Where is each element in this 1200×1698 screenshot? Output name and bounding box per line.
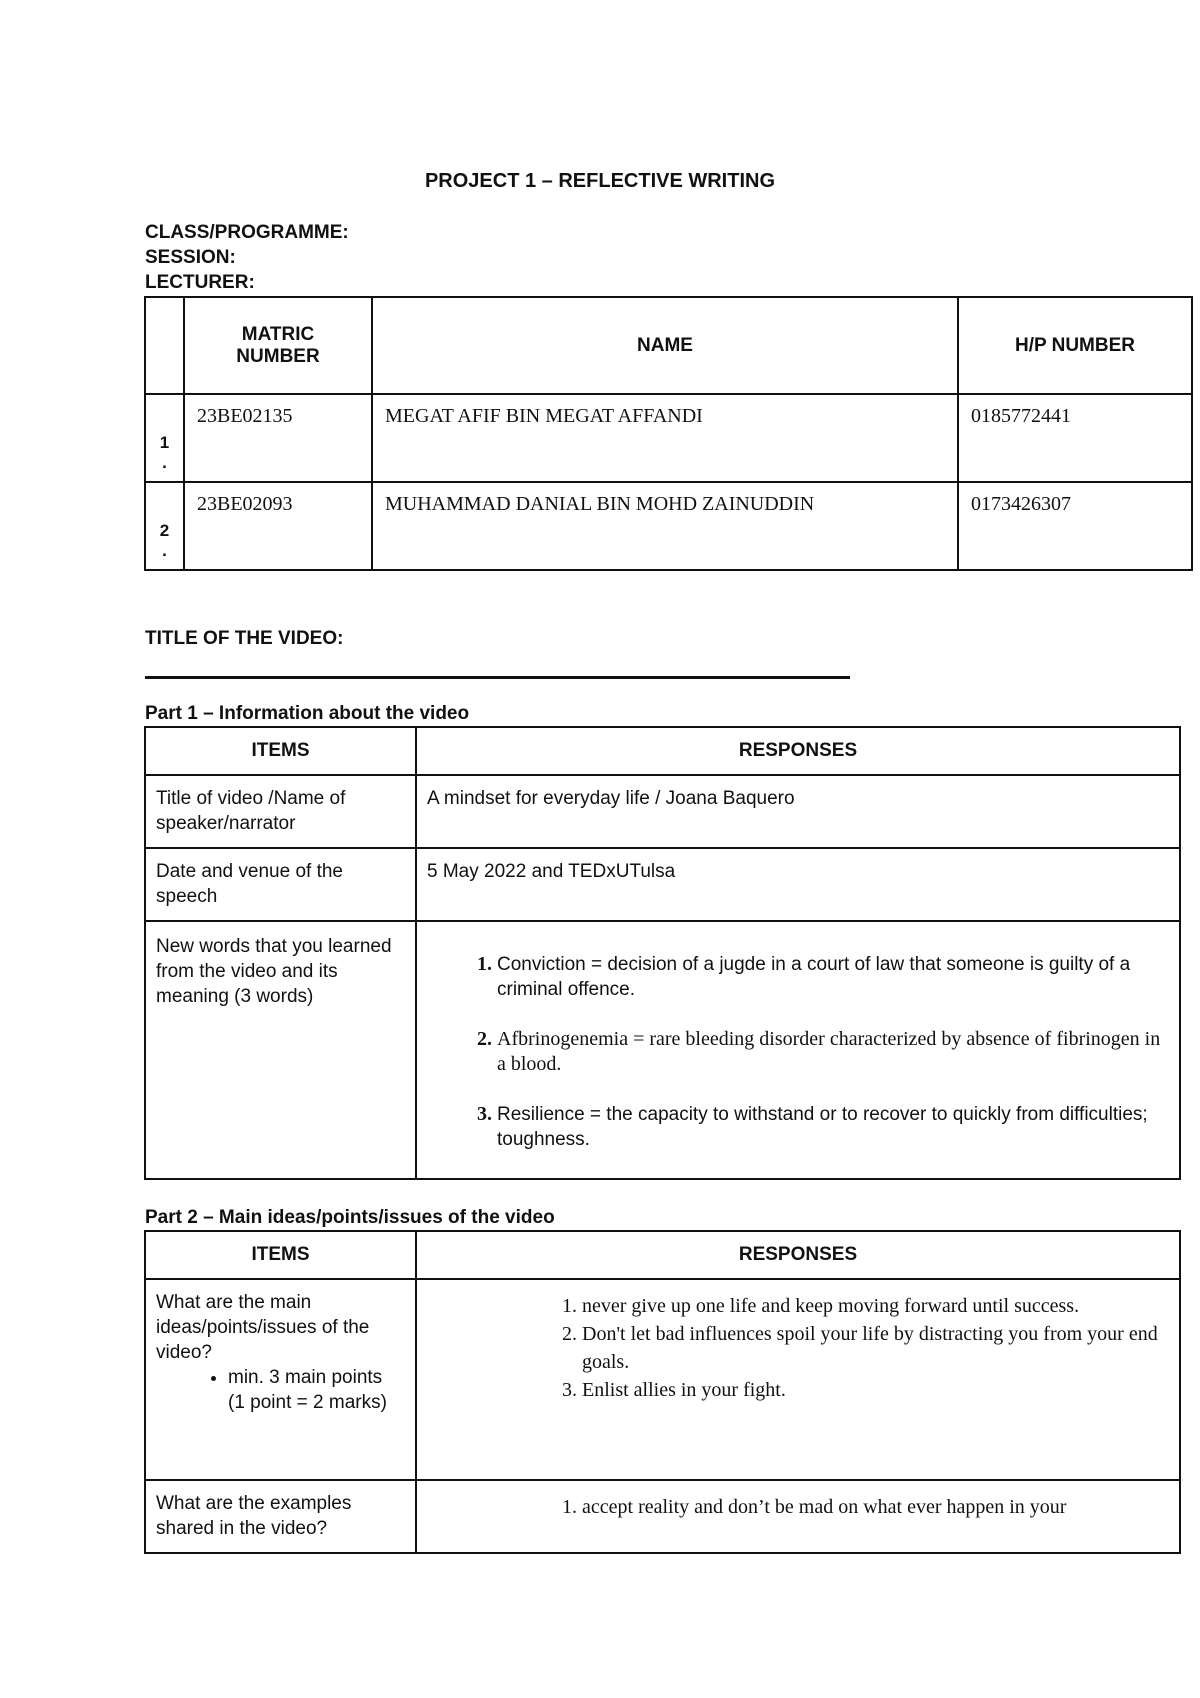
students-header-row [145, 297, 1192, 394]
page-title: PROJECT 1 – REFLECTIVE WRITING [424, 170, 776, 192]
lecturer-label: LECTURER: [145, 272, 255, 293]
matric-number: 23BE02093 [184, 482, 372, 570]
list-item: 2. Don't let bad influences spoil your life by distracting you from your end goals. [582, 1320, 1169, 1376]
list-item: 1. Conviction = decision of a jugde in a court of law that someone is guilty of a criminal offence. [497, 952, 1169, 1002]
item-cell: Title of video /Name of speaker/narrator [145, 775, 416, 848]
examples-list [427, 1493, 1169, 1521]
main-points-list [427, 1292, 1169, 1404]
col-header-phone: H/P NUMBER [958, 297, 1192, 394]
response-cell [416, 921, 1180, 1179]
list-item: 1. never give up one life and keep moving forward until success. [582, 1292, 1169, 1320]
criteria-list [156, 1365, 405, 1415]
video-title-label: TITLE OF THE VIDEO: [145, 628, 344, 649]
students-table [144, 296, 1193, 571]
col-header-responses: RESPONSES [416, 1231, 1180, 1279]
item-cell: Date and venue of the speech [145, 848, 416, 921]
phone-number: 0185772441 [958, 394, 1192, 482]
row-number: 1 . [145, 394, 184, 482]
class-programme-label: CLASS/PROGRAMME: [145, 222, 349, 243]
part1-header-row [145, 727, 1180, 775]
list-item: 3. Resilience = the capacity to withstand or to recover to quickly from difficulties; toughness. [497, 1102, 1169, 1152]
part2-table [144, 1230, 1181, 1554]
table-row [145, 1279, 1180, 1480]
table-row [145, 775, 1180, 848]
response-cell [416, 1279, 1180, 1480]
item-cell: What are the examples shared in the video? [145, 1480, 416, 1553]
list-item: 1. accept reality and don’t be mad on what ever happen in your [582, 1493, 1169, 1521]
session-label: SESSION: [145, 247, 236, 268]
table-row [145, 921, 1180, 1179]
col-header-items: ITEMS [145, 1231, 416, 1279]
matric-number: 23BE02135 [184, 394, 372, 482]
table-row [145, 848, 1180, 921]
col-header-responses: RESPONSES [416, 727, 1180, 775]
item-cell [145, 1279, 416, 1480]
phone-number: 0173426307 [958, 482, 1192, 570]
response-cell [416, 1480, 1180, 1553]
row-number: 2 . [145, 482, 184, 570]
item-cell: New words that you learned from the video and its meaning (3 words) [145, 921, 416, 1179]
student-name: MUHAMMAD DANIAL BIN MOHD ZAINUDDIN [372, 482, 958, 570]
part1-heading: Part 1 – Information about the video [145, 703, 470, 724]
table-row [145, 394, 1192, 482]
part2-heading: Part 2 – Main ideas/points/issues of the video [145, 1207, 555, 1228]
col-header-matric: MATRIC NUMBER [184, 297, 372, 394]
col-header-name: NAME [372, 297, 958, 394]
part2-header-row [145, 1231, 1180, 1279]
col-header-index [145, 297, 184, 394]
title-underline-rule [145, 676, 850, 679]
table-row [145, 482, 1192, 570]
part1-table [144, 726, 1181, 1180]
response-cell: 5 May 2022 and TEDxUTulsa [416, 848, 1180, 921]
list-item: 3. Enlist allies in your fight. [582, 1376, 1169, 1404]
list-item: • min. 3 main points (1 point = 2 marks) [228, 1365, 405, 1415]
question-text: What are the main ideas/points/issues of the video? [156, 1292, 370, 1363]
table-row [145, 1480, 1180, 1553]
student-name: MEGAT AFIF BIN MEGAT AFFANDI [372, 394, 958, 482]
response-cell: A mindset for everyday life / Joana Baquero [416, 775, 1180, 848]
new-words-list [427, 952, 1169, 1152]
list-item: 2. Afbrinogenemia = rare bleeding disorder characterized by absence of fibrinogen in a blood. [497, 1027, 1169, 1077]
col-header-items: ITEMS [145, 727, 416, 775]
